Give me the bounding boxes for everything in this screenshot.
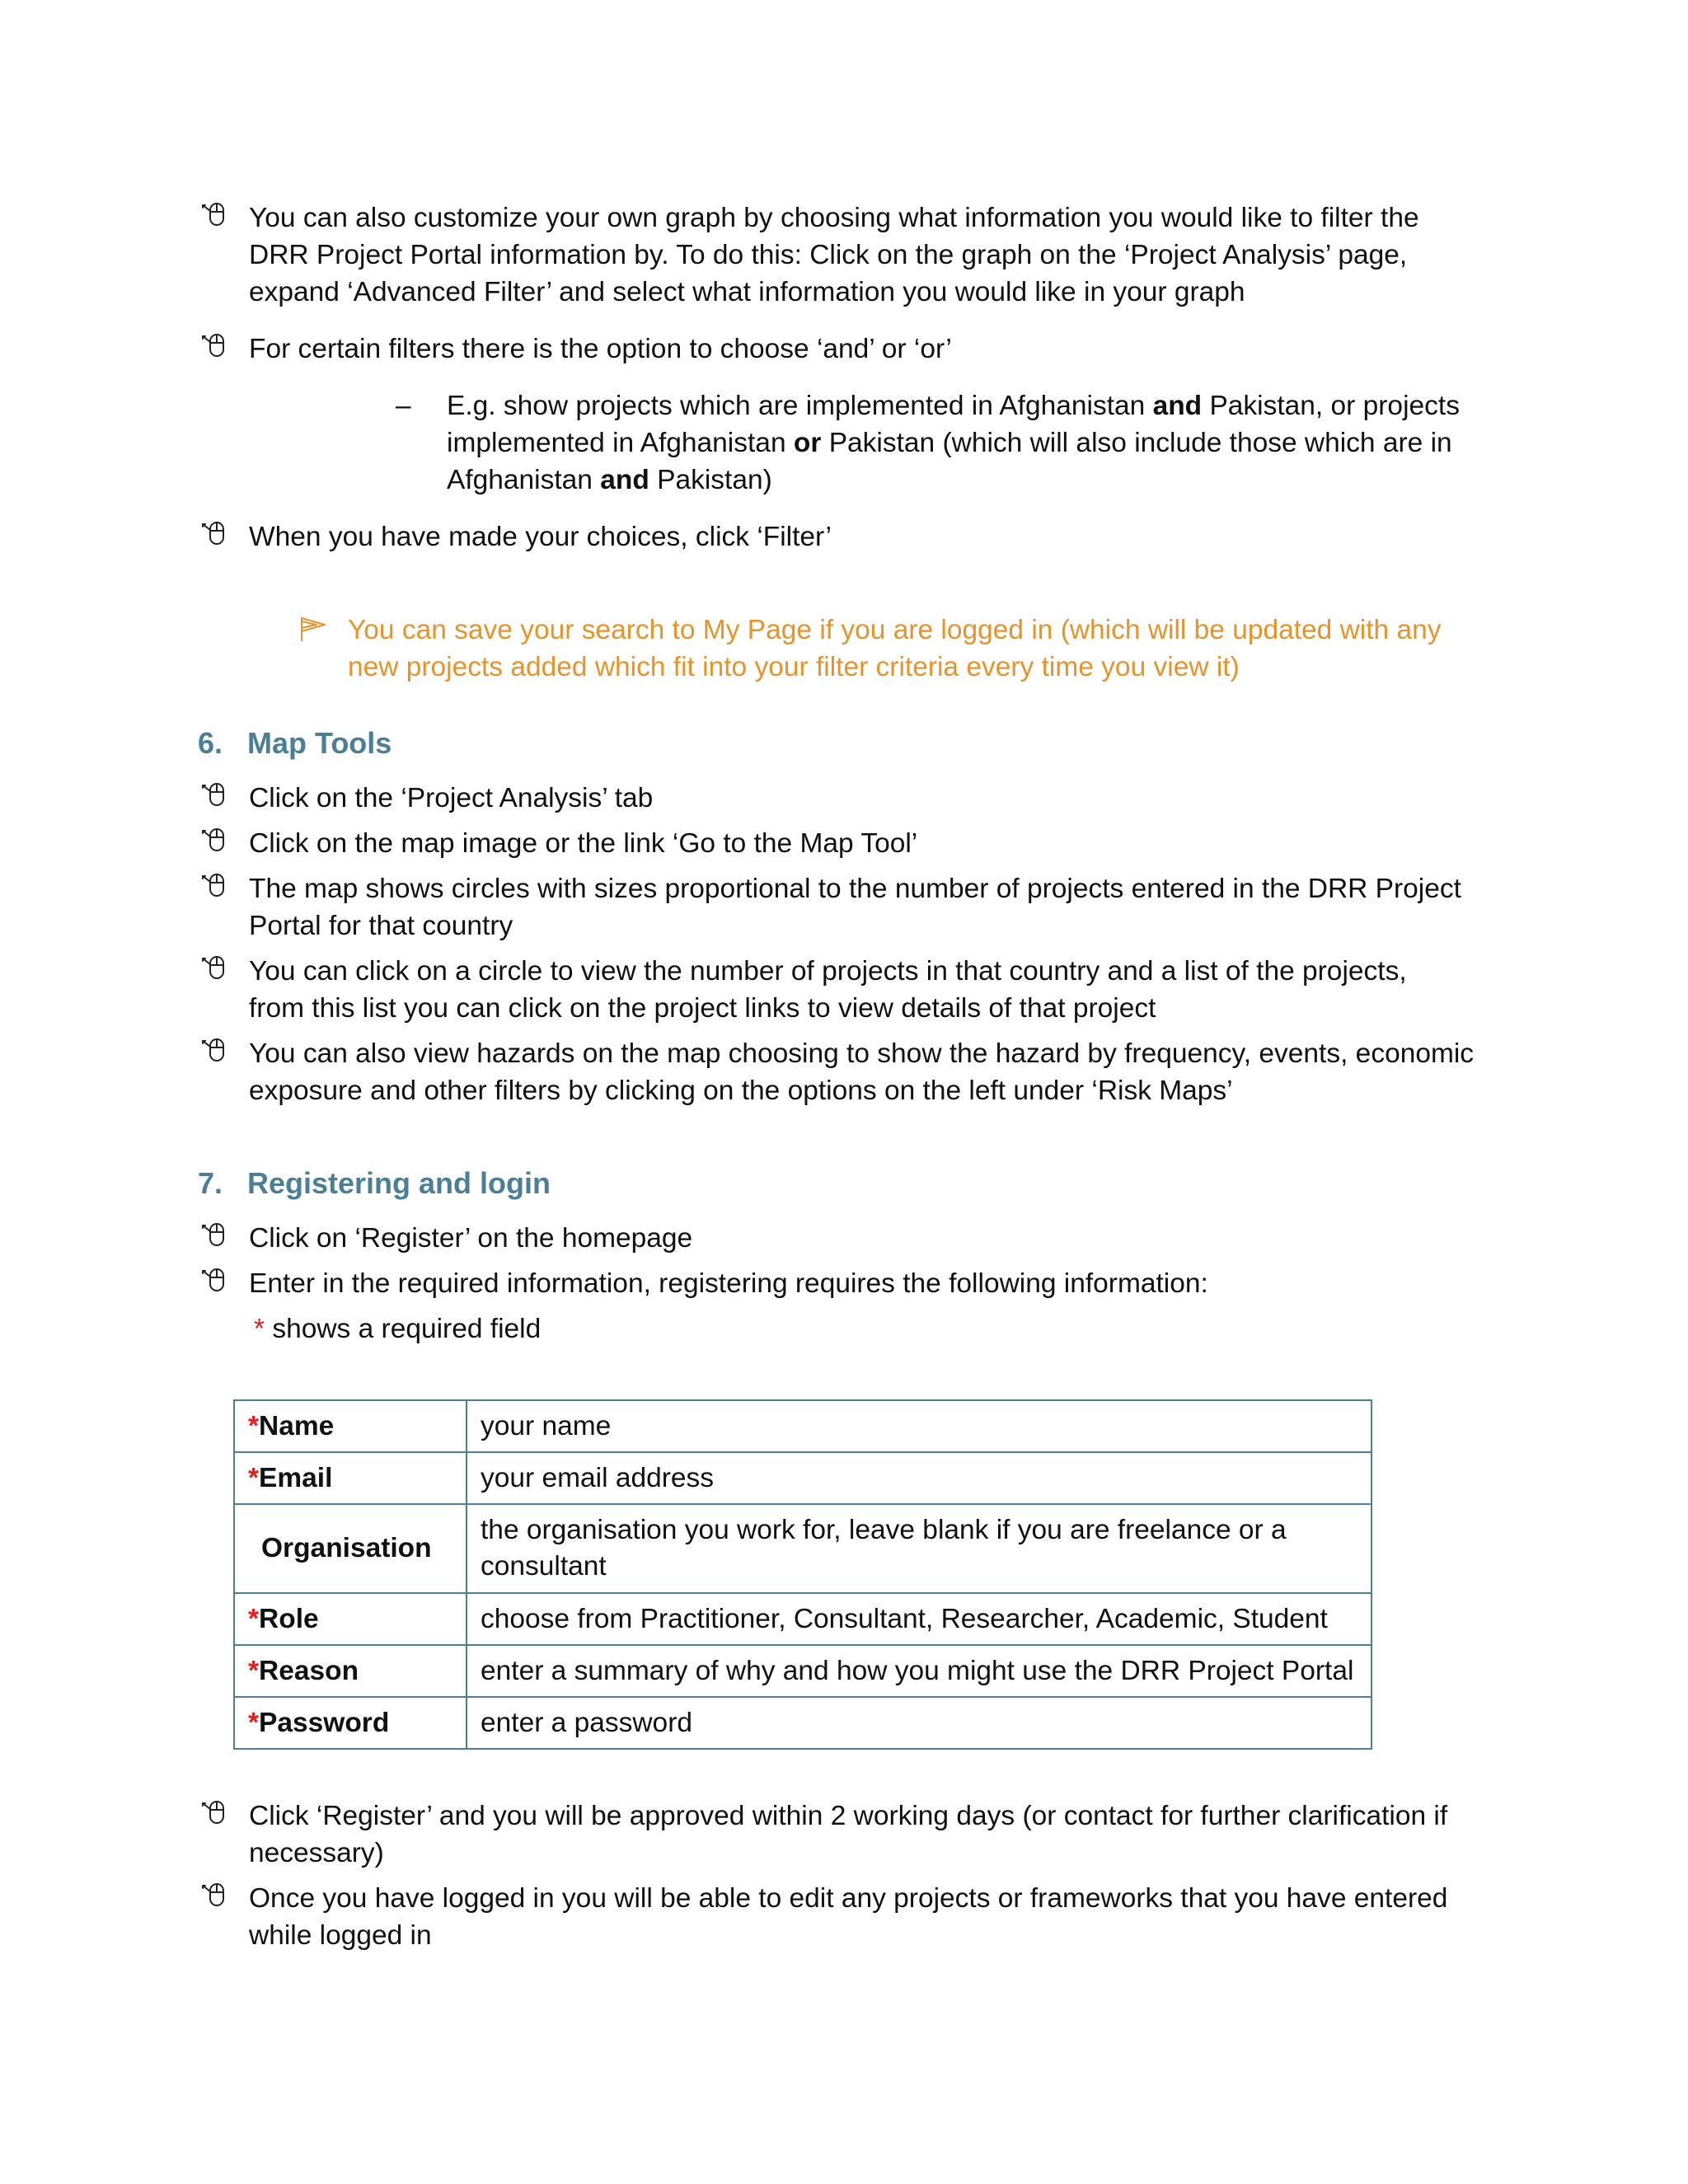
field-name-cell: Organisation [234, 1504, 467, 1593]
example-line-2: implemented in Afghanistan or Pakistan (which will also include those which are in [447, 428, 1452, 458]
example-line-3: Afghanistan and Pakistan) [447, 465, 772, 495]
mouse-hand-icon [198, 870, 231, 903]
field-desc-cell: your email address [467, 1452, 1372, 1504]
mouse-hand-icon [198, 518, 231, 551]
bullet-text: The map shows circles with sizes proportional to the number of projects entered in the DRR Project [249, 874, 1461, 904]
bullet-text: exposure and other filters by clicking on the options on the left under ‘Risk Maps’ [249, 1076, 1233, 1106]
mouse-hand-icon [198, 1035, 231, 1068]
document-page: You can also customize your own graph by choosing what information you would like to filter the DRR Project Portal information by. To do this: Click on the graph on the ‘Project Analysis’ page, expand ‘Advanced Filter’ and select what information you would like in your graph For certain filters there is the option to choose ‘and’ or ‘or’ – E.g. show projects which are implemented in Afghanistan and Pakistan, or projects implemented in Afghanistan or Pakistan (which will also include those which are in Afghanistan and Pakistan) When you have made your choices, click ‘Filter’ You can save your search to My Page if you are logged in (which will be updated with any new projects added which fit into your filter criteria every time you view it) 6. Map Tools Click on the ‘Project Analysis’ tab Click on the map image or the link ‘Go to the Map Tool’ The map shows circles with sizes proportional to the number of projects entered in the DRR Project Portal for that country You can click on a circle to view the number of projects in that country and a list of the projects, from this list you can click on the project links to view details of that project You can also view hazards on the map choosing to show the hazard by frequency, events, economic exposure and other filters by clicking on the options on the left under ‘Risk Maps’ 7. Registering and login Click on ‘Register’ on the homepage Enter in the required information, registering requires the following information: * shows a required field *Name your name *Email your email address Organisation the organisation you work for, leave blank if you are freelance or a consultant *Role choose from Practitioner, Consultant, Researcher, Academic, Student *Reason enter a summary of why and how you might use the DRR Project Portal *Password enter a password Click ‘Register’ and you will be approved within 2 working days (or contact for further clarification if necessary) Once you have logged in you will be able to edit any projects or frameworks that you have entered while logged in [0, 0, 1688, 2184]
field-desc-cell [467, 1504, 1372, 1593]
bullet-text: You can click on a circle to view the number of projects in that country and a list of the projects, [249, 956, 1407, 987]
mouse-hand-icon [198, 1797, 231, 1830]
field-name-cell: *Reason [234, 1645, 467, 1697]
mouse-hand-icon [198, 330, 231, 363]
table-row [234, 1504, 1372, 1593]
table-row [234, 1697, 1372, 1749]
mouse-hand-icon [198, 1880, 231, 1913]
bullet-text: Once you have logged in you will be able to edit any projects or frameworks that you have entered [249, 1883, 1448, 1914]
dash-marker: – [396, 391, 411, 421]
flag-icon [297, 613, 330, 646]
tip-text: You can save your search to My Page if you are logged in (which will be updated with any [348, 615, 1442, 645]
field-desc-cell: choose from Practitioner, Consultant, Researcher, Academic, Student [467, 1593, 1372, 1645]
example-line-1: E.g. show projects which are implemented in Afghanistan and Pakistan, or projects [447, 391, 1460, 421]
field-name-cell: *Role [234, 1593, 467, 1645]
bullet-text: Enter in the required information, registering requires the following information: [249, 1268, 1208, 1299]
tip-text: new projects added which fit into your filter criteria every time you view it) [348, 652, 1240, 682]
table-row [234, 1645, 1372, 1697]
bullet-text: from this list you can click on the project links to view details of that project [249, 993, 1156, 1024]
bullet-text: expand ‘Advanced Filter’ and select what information you would like in your graph [249, 277, 1245, 307]
mouse-hand-icon [198, 780, 231, 813]
bullet-text: Click on the ‘Project Analysis’ tab [249, 783, 654, 813]
bullet-text: Click on ‘Register’ on the homepage [249, 1223, 693, 1254]
bullet-text: necessary) [249, 1838, 384, 1868]
mouse-hand-icon [198, 1220, 231, 1253]
bullet-text: DRR Project Portal information by. To do this: Click on the graph on the ‘Project Analysis’ page, [249, 240, 1408, 270]
mouse-hand-icon [198, 953, 231, 986]
field-desc-text: the organisation you work for, leave blank if you are freelance or a consultant [481, 1515, 1287, 1582]
bullet-text: You can also customize your own graph by choosing what information you would like to filter the [249, 203, 1419, 233]
bullet-text: You can also view hazards on the map choosing to show the hazard by frequency, events, economic [249, 1038, 1475, 1069]
bullet-text: For certain filters there is the option to choose ‘and’ or ‘or’ [249, 334, 952, 364]
table-row [234, 1452, 1372, 1504]
mouse-hand-icon [198, 199, 231, 232]
field-desc-cell: your name [467, 1400, 1372, 1452]
field-desc-cell: enter a password [467, 1697, 1372, 1749]
bullet-text: while logged in [249, 1920, 432, 1951]
bullet-text: Portal for that country [249, 911, 513, 941]
field-name-cell: *Name [234, 1400, 467, 1452]
field-name-cell: *Password [234, 1697, 467, 1749]
required-note: * shows a required field [254, 1314, 542, 1344]
mouse-hand-icon [198, 825, 231, 858]
mouse-hand-icon [198, 1265, 231, 1298]
table-row [234, 1593, 1372, 1645]
bullet-text: Click on the map image or the link ‘Go to the Map Tool’ [249, 828, 918, 859]
registration-fields-table [233, 1399, 1372, 1750]
field-desc-cell: enter a summary of why and how you might use the DRR Project Portal [467, 1645, 1372, 1697]
field-name-cell: *Email [234, 1452, 467, 1504]
table-row [234, 1400, 1372, 1452]
bullet-text: When you have made your choices, click ‘Filter’ [249, 522, 832, 552]
bullet-text: Click ‘Register’ and you will be approved within 2 working days (or contact for further clarification if [249, 1801, 1448, 1831]
